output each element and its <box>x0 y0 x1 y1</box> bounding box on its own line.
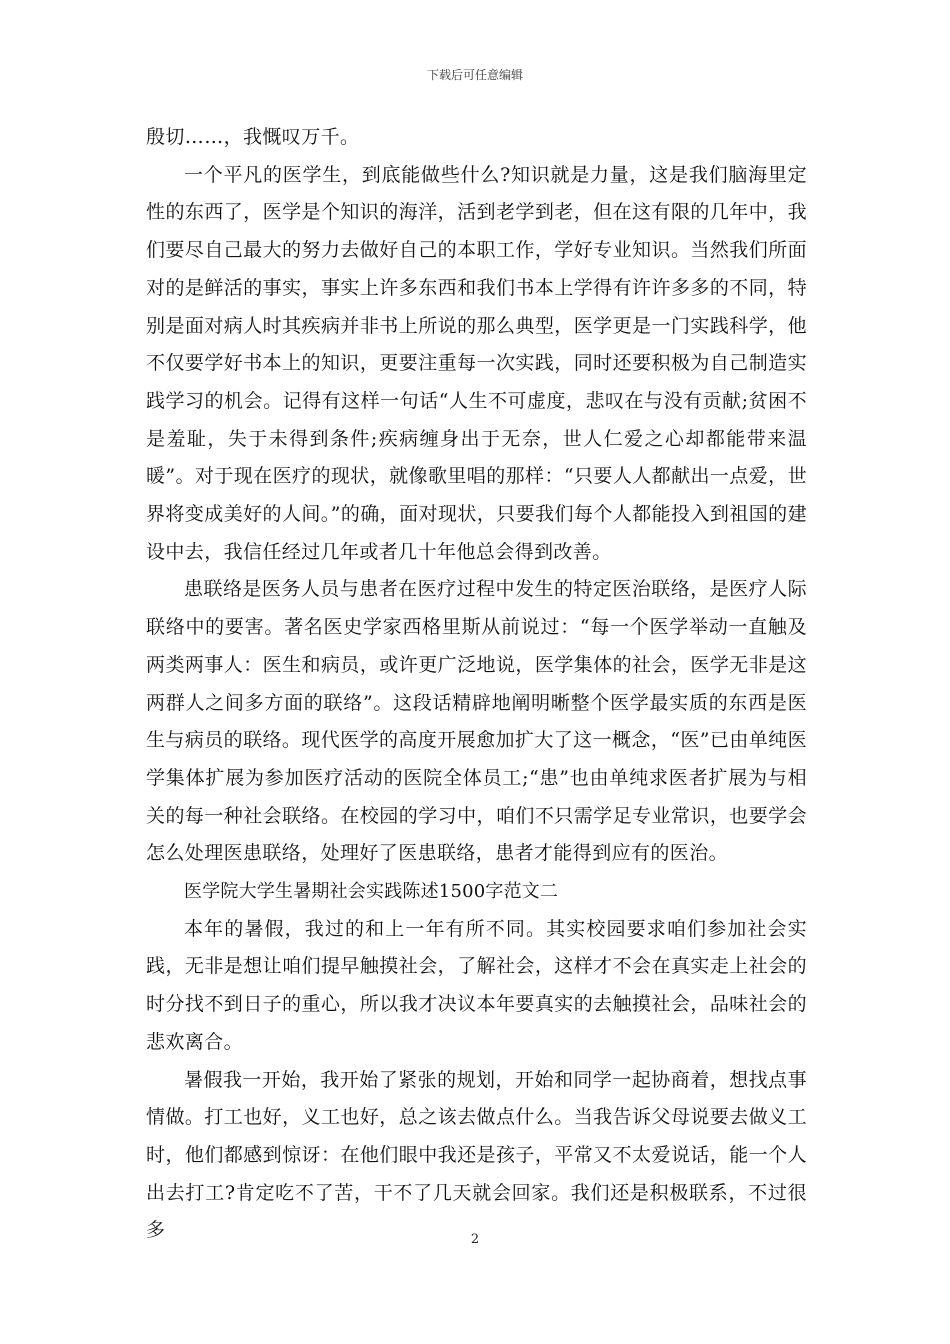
paragraph-summer-vacation: 本年的暑假，我过的和上一年有所不同。其实校园要求咱们参加社会实践，无非是想让咱们提早触摸社会，了解社会，这样才不会在真实走上社会的时分找不到日子的重心，所以我才决议本年要真实的去触摸社会，品味社会的悲欢离合。 <box>146 917 807 1053</box>
page-number: 2 <box>470 1232 480 1247</box>
page-header: 下载后可任意编辑 <box>426 68 523 82</box>
paragraph-summer-plan: 暑假我一开始，我开始了紧张的规划，开始和同学一起协商着，想找点事情做。打工也好，义工也好，总之该去做点什么。当我告诉父母说要去做义工时，他们都感到惊讶：在他们眼中我还是孩子，平常又不太爱说话，能一个人出去打工?肯定吃不了苦，干不了几天就会回家。我们还是积极联系，不过很多 <box>146 1068 807 1242</box>
paragraph-medical-student: 一个平凡的医学生，到底能做些什么?知识就是力量，这是我们脑海里定性的东西了，医学是个知识的海洋，活到老学到老，但在这有限的几年中，我们要尽自己最大的努力去做好自己的本职工作，学好专业知识。当然我们所面对的是鲜活的事实，事实上许多东西和我们书本上学得有许许多多的不同，特别是面对病人时其疾病并非书上所说的那么典型，医学更是一门实践科学，他不仅要学好书本上的知识，更要注重每一次实践，同时还要积极为自己制造实践学习的机会。记得有这样一句话“人生不可虚度，悲叹在与没有贡献;贫困不是羞耻，失于未得到条件;疾病缠身出于无奈，世人仁爱之心却都能带来温暖”。对于现在医疗的现状，就像歌里唱的那样：“只要人人都献出一点爱，世界将变成美好的人间。”的确，面对现状，只要我们每个人都能投入到祖国的建设中去，我信任经过几年或者几十年他总会得到改善。 <box>146 163 807 563</box>
paragraph-doctor-patient: 患联络是医务人员与患者在医疗过程中发生的特定医治联络，是医疗人际联络中的要害。著名医史学家西格里斯从前说过：“每一个医学举动一直触及两类两事人：医生和病员，或许更广泛地说，医学集体的社会，医学无非是这两群人之间多方面的联络”。这段话精辟地阐明晰整个医学最实质的东西是医生与病员的联络。现代医学的高度开展愈加扩大了这一概念，“医”已由单纯医学集体扩展为参加医疗活动的医院全体员工;“患”也由单纯求医者扩展为与相关的每一种社会联络。在校园的学习中，咱们不只需学足专业常识，也要学会怎么处理医患联络，处理好了医患联络，患者才能得到应有的医治。 <box>146 578 807 865</box>
paragraph-continued: 殷切……，我慨叹万千。 <box>146 126 360 148</box>
document-body <box>146 119 807 1250</box>
section-subtitle: 医学院大学生暑期社会实践陈述1500字范文二 <box>184 881 559 903</box>
